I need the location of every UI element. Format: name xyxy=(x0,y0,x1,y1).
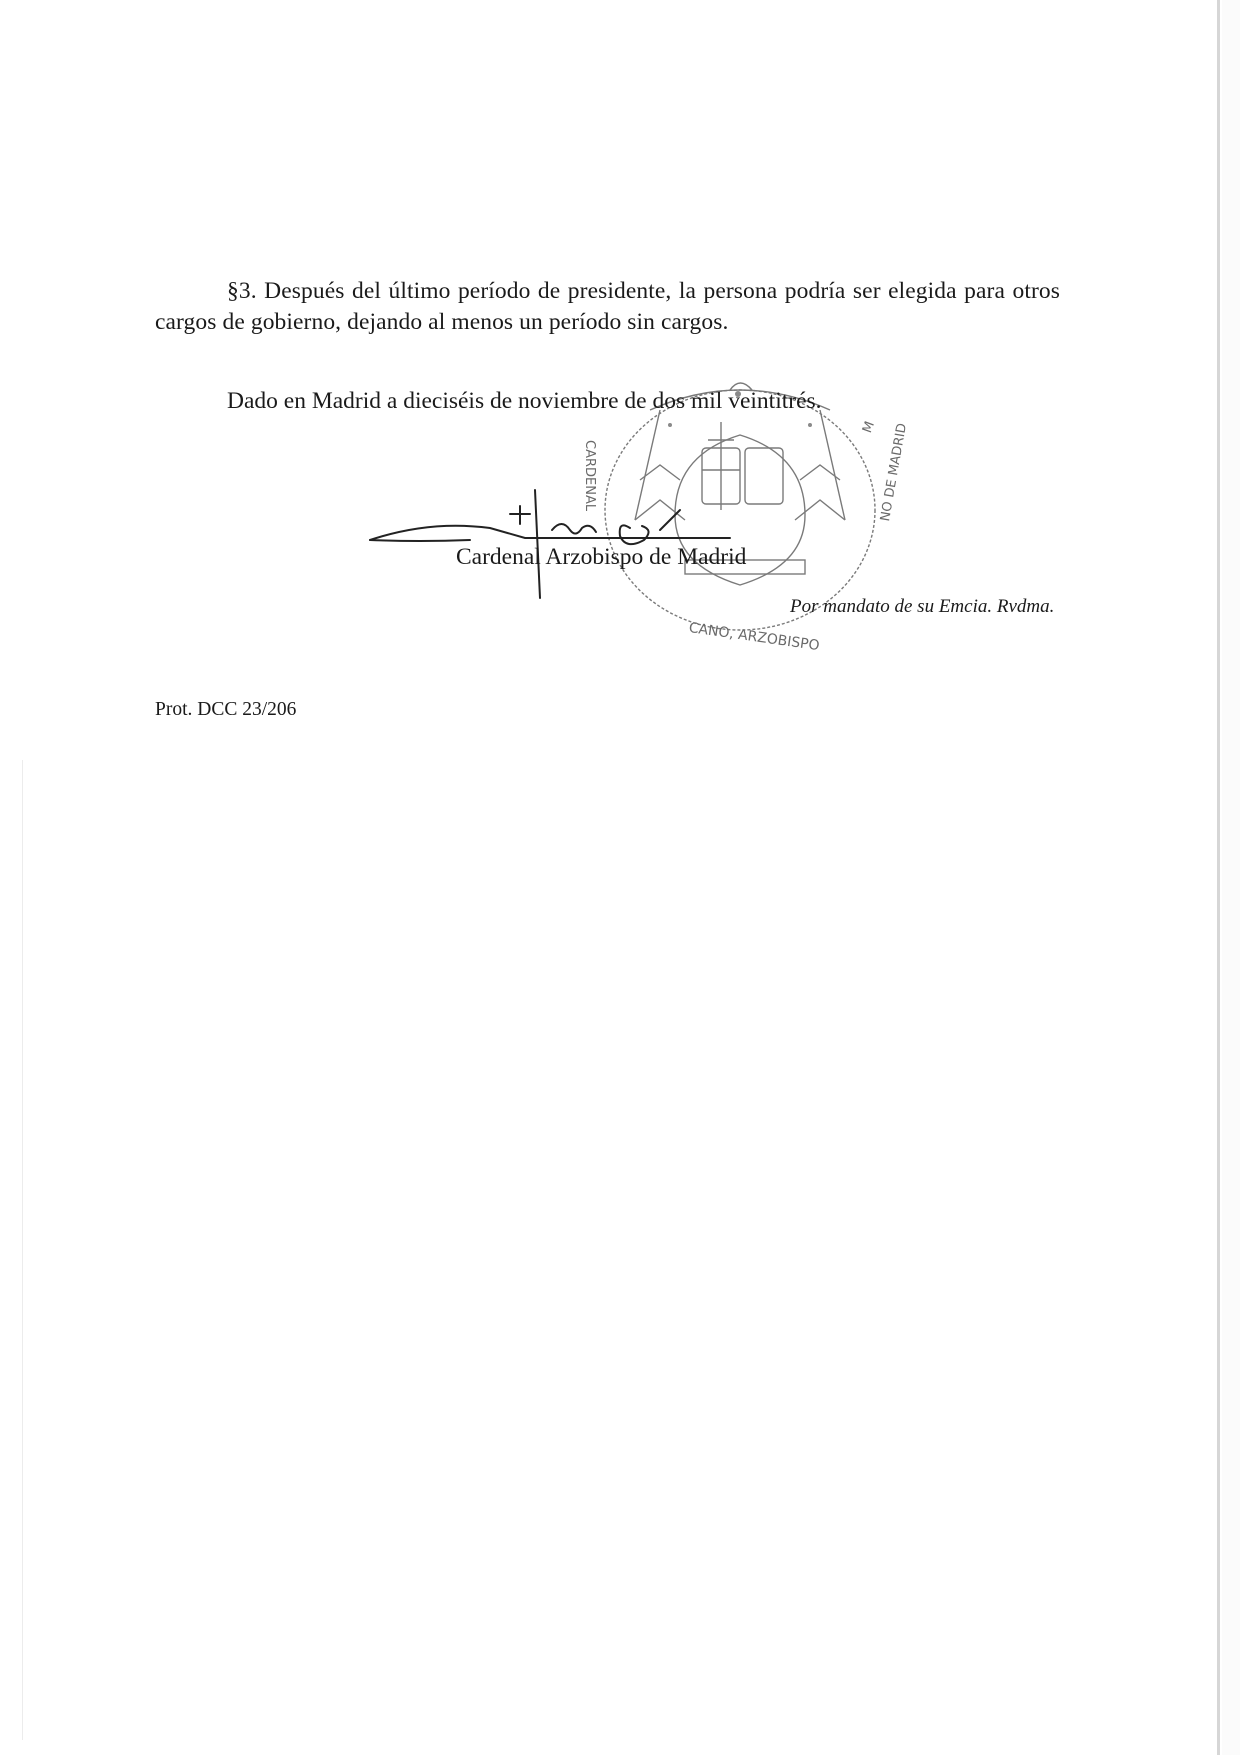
page-edge-left-line xyxy=(22,760,23,1740)
page-edge-margin xyxy=(1222,0,1240,1755)
article-paragraph xyxy=(155,276,1060,338)
seal-ring-text-right: NO DE MADRID xyxy=(878,422,911,523)
signatory-title: Cardenal Arzobispo de Madrid xyxy=(456,544,747,570)
protocol-number: Prot. DCC 23/206 xyxy=(155,699,297,720)
by-mandate-line: Por mandato de su Emcia. Rvdma. xyxy=(790,596,1055,617)
article-paragraph-text: §3. Después del último período de presidente, la persona podría ser elegida para otros cargos de gobierno, dejando al menos un período sin cargos. xyxy=(155,278,1060,335)
seal-ring-text-bottom: CANO, ARZOBISPO xyxy=(687,620,821,655)
seal-ring-text-left: CARDENAL xyxy=(582,440,597,512)
page-edge-shadow xyxy=(1217,0,1220,1755)
dado-line: Dado en Madrid a dieciséis de noviembre de dos mil veintitrés. xyxy=(227,388,822,414)
seal-ring-text-right-top: M xyxy=(860,419,878,436)
